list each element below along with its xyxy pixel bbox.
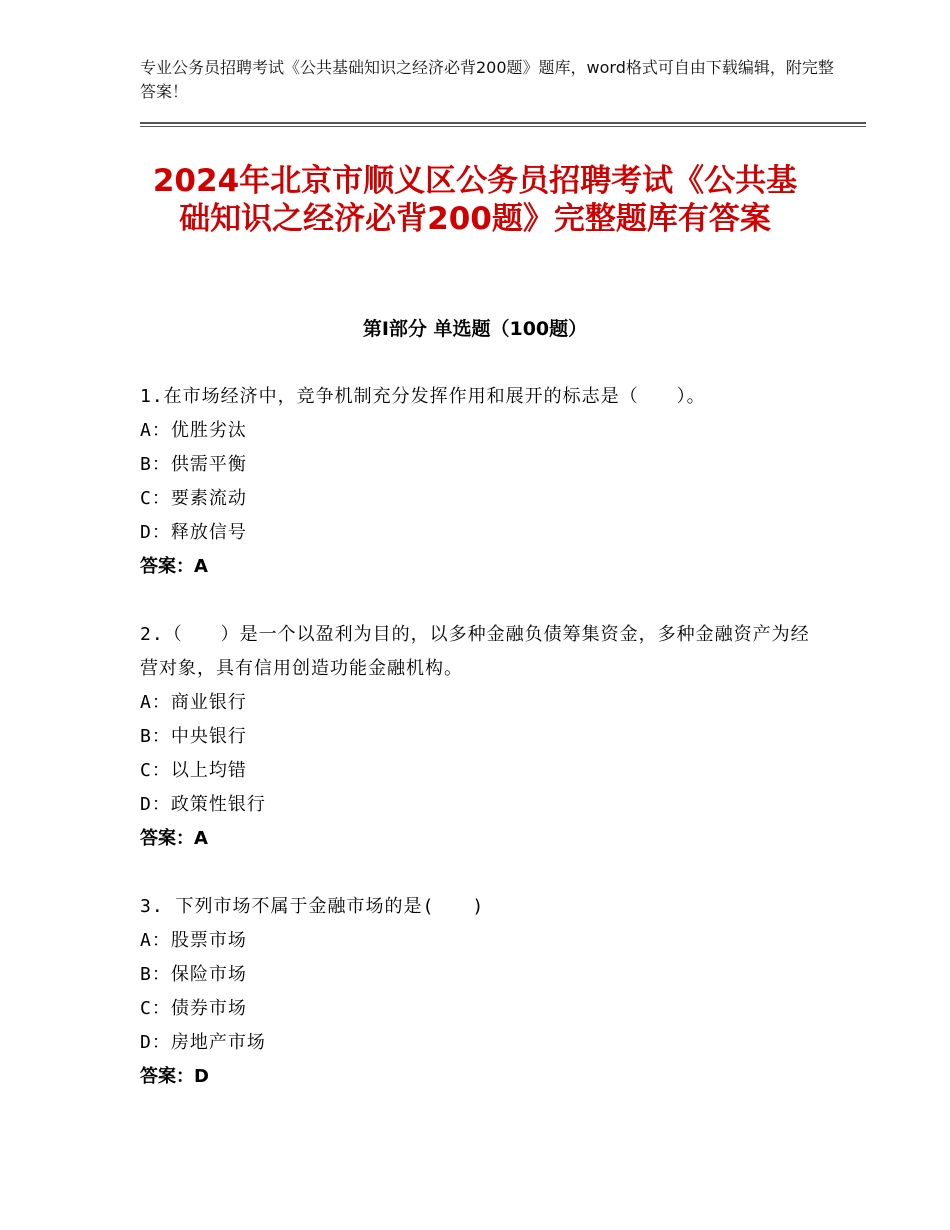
header-rule-thick bbox=[140, 122, 866, 124]
option-d: D：政策性银行 bbox=[140, 794, 266, 815]
answer: 答案：D bbox=[140, 1066, 209, 1087]
question-1 bbox=[140, 380, 810, 584]
option-d: D：释放信号 bbox=[140, 522, 247, 543]
question-3 bbox=[140, 890, 810, 1094]
option-b: B：中央银行 bbox=[140, 726, 247, 747]
option-c: C：要素流动 bbox=[140, 488, 247, 509]
option-d: D：房地产市场 bbox=[140, 1032, 266, 1053]
option-a: A：商业银行 bbox=[140, 692, 247, 713]
document-title: 2024年北京市顺义区公务员招聘考试《公共基础知识之经济必背200题》完整题库有答案 bbox=[152, 163, 798, 237]
option-c: C：以上均错 bbox=[140, 760, 247, 781]
option-a: A：优胜劣汰 bbox=[140, 420, 247, 441]
option-a: A：股票市场 bbox=[140, 930, 247, 951]
answer: 答案：A bbox=[140, 556, 208, 577]
question-stem: 2.（ ）是一个以盈利为目的，以多种金融负债筹集资金，多种金融资产为经营对象，具有信用创造功能金融机构。 bbox=[140, 624, 810, 679]
question-2 bbox=[140, 618, 810, 856]
option-b: B：保险市场 bbox=[140, 964, 247, 985]
section-title: 第Ⅰ部分 单选题（100题） bbox=[362, 318, 588, 340]
option-b: B：供需平衡 bbox=[140, 454, 247, 475]
question-stem: 1.在市场经济中，竞争机制充分发挥作用和展开的标志是（ ）。 bbox=[140, 386, 706, 407]
option-c: C：债券市场 bbox=[140, 998, 247, 1019]
question-stem: 3. 下列市场不属于金融市场的是( ) bbox=[140, 896, 485, 917]
header-rule-thin bbox=[140, 126, 866, 127]
header-note: 专业公务员招聘考试《公共基础知识之经济必背200题》题库，word格式可自由下载编辑，附完整答案！ bbox=[140, 58, 834, 101]
answer: 答案：A bbox=[140, 828, 208, 849]
